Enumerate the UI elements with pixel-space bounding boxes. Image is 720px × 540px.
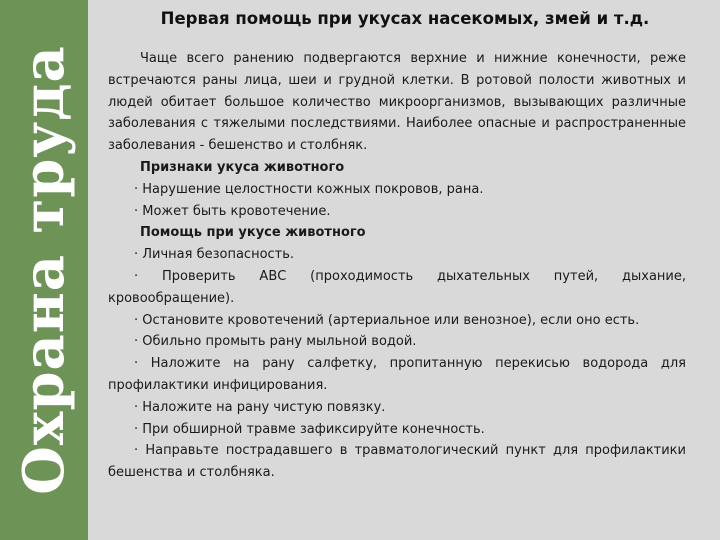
help-item: · Направьте пострадавшего в травматологический пункт для профилактики бешенства и столбняка. — [108, 443, 686, 481]
help-item: · Обильно промыть рану мыльной водой. — [134, 334, 417, 350]
slide-body — [108, 48, 686, 484]
signs-item: · Может быть кровотечение. — [134, 203, 331, 219]
sidebar — [0, 0, 88, 540]
help-item: · Остановите кровотечений (артериальное или венозное), если оно есть. — [134, 312, 640, 328]
slide-title: Первая помощь при укусах насекомых, змей и т.д. — [160, 9, 650, 28]
help-item: · При обширной травме зафиксируйте конечность. — [134, 421, 485, 437]
help-item: · Проверить АВС (проходимость дыхательных путей, дыхание, кровообращение). — [108, 268, 686, 306]
signs-item: · Нарушение целостности кожных покровов, рана. — [134, 181, 484, 197]
help-item: · Наложите на рану чистую повязку. — [134, 399, 386, 415]
signs-heading: Признаки укуса животного — [140, 159, 345, 175]
help-item: · Наложите на рану салфетку, пропитанную перекисью водорода для профилактики инфицирования. — [108, 356, 686, 393]
intro-paragraph: Чаще всего ранению подвергаются верхние и нижние конечности, реже встречаются раны лица, шеи и грудной клетки. В ротовой полости животных и людей обитает большое количество микроорганизмов, вызывающих различные заболевания с тяжелыми последствиями. Наиболее опасные и распространенные заболевания - бешенство и столбняк. — [108, 51, 686, 154]
sidebar-title: Охрана труда — [11, 45, 77, 495]
help-item: · Личная безопасность. — [134, 247, 295, 263]
help-heading: Помощь при укусе животного — [140, 225, 366, 241]
